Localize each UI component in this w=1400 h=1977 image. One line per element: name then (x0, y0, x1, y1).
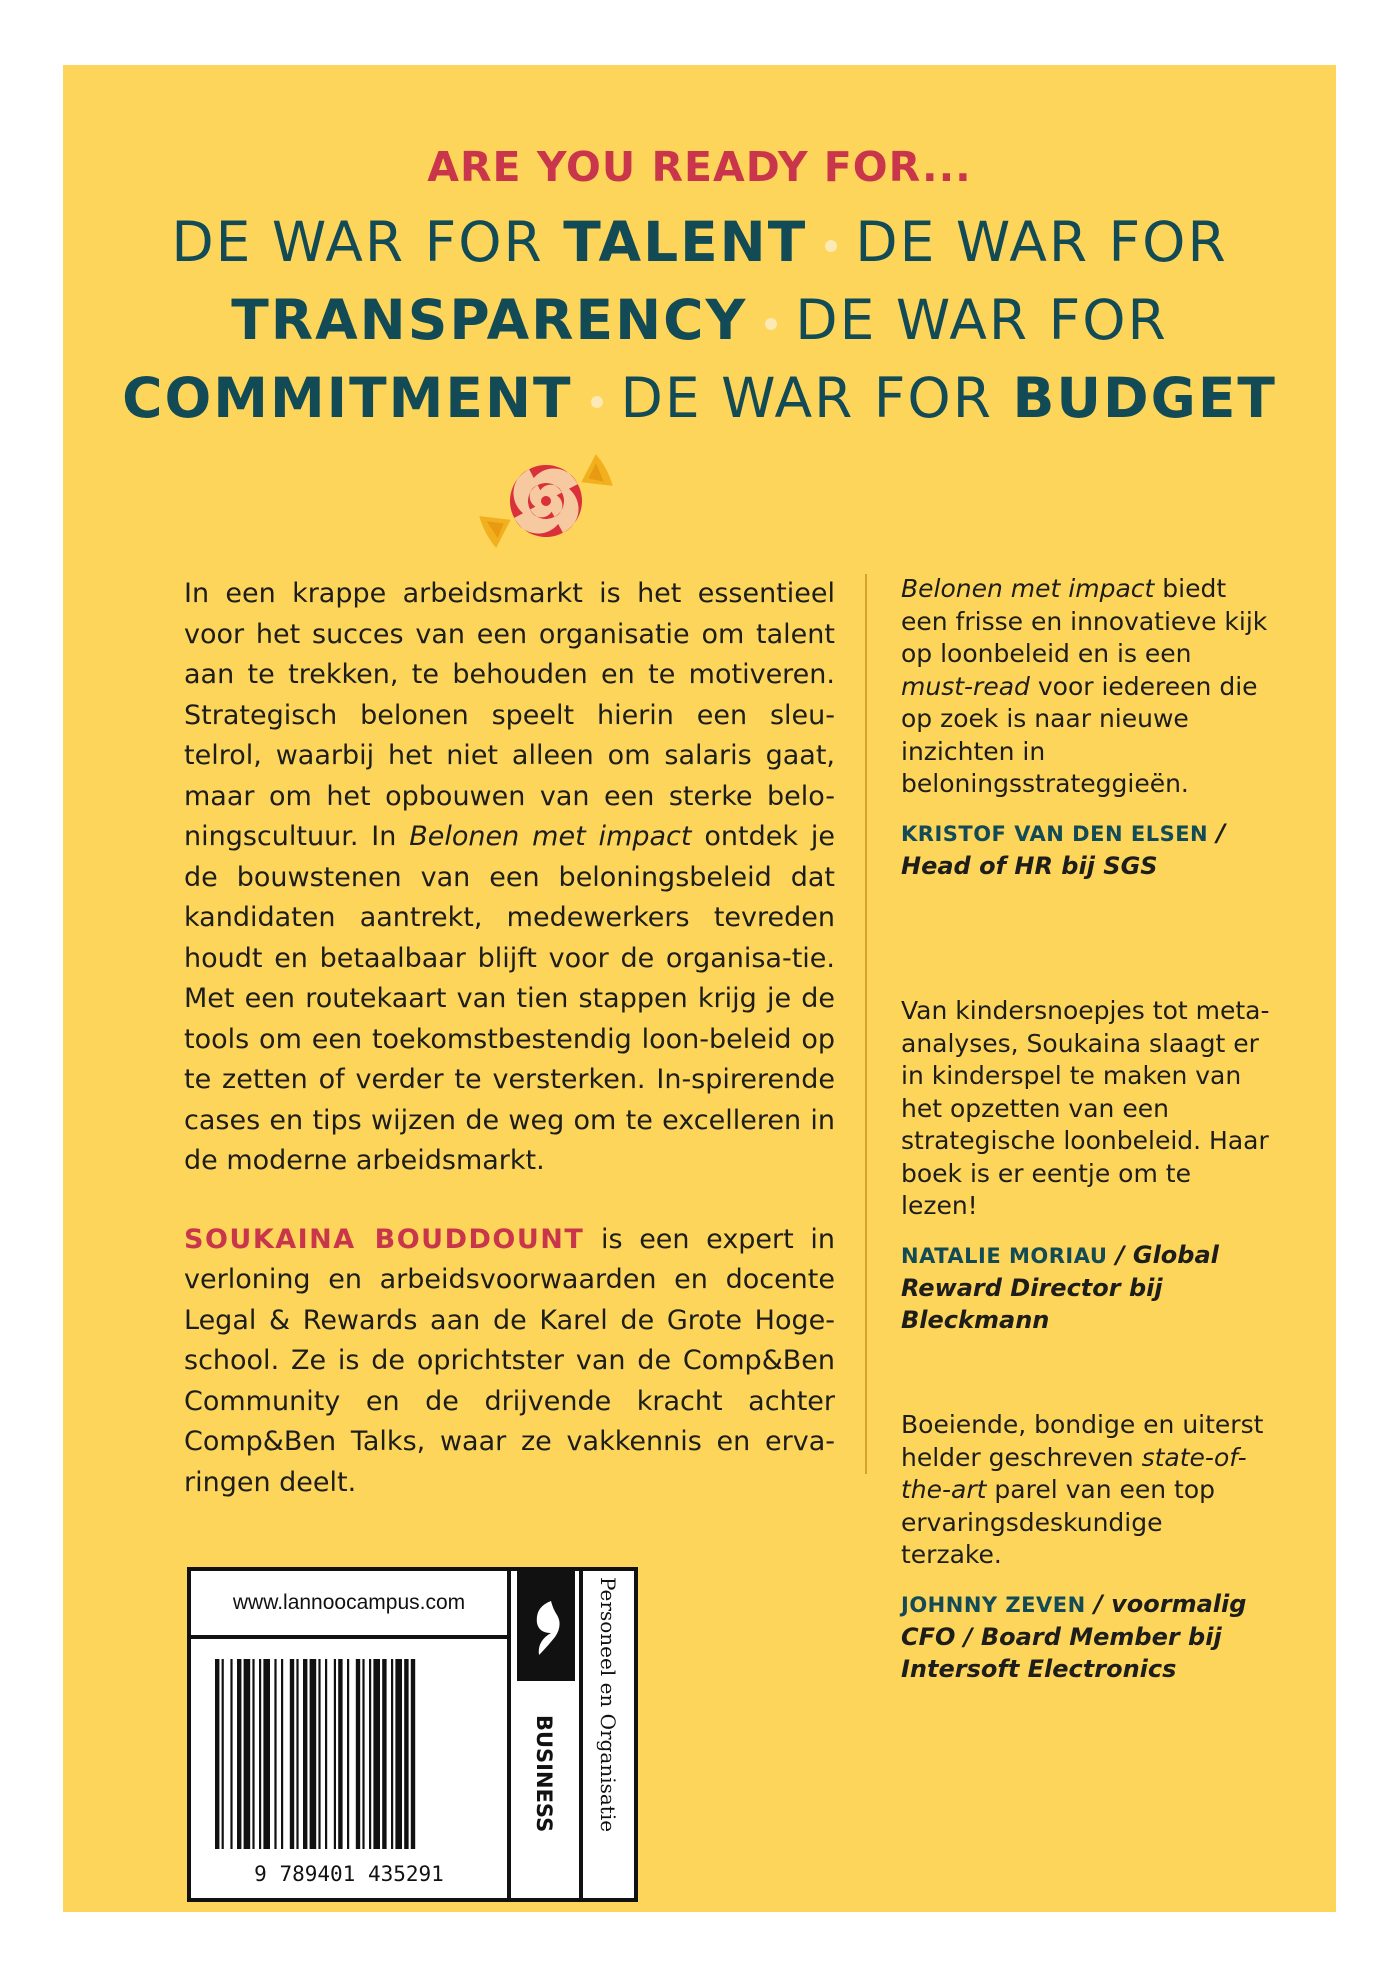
author-name: SOUKAINA BOUDDOUNT (184, 1223, 585, 1255)
barcode-bar (263, 1659, 270, 1849)
category-label (583, 1571, 634, 1898)
candy-icon (476, 431, 616, 571)
headline-line-1: DE WAR FOR TALENT DE WAR FOR (171, 210, 1228, 274)
quote-text: Boeiende, bondige en uiterst helder geschreven state-of-the-art parel van een top ervaringsdeskundige terzake. (901, 1410, 1264, 1569)
barcode-bar (411, 1659, 415, 1849)
barcode-bar (362, 1659, 364, 1849)
bullet-dot (765, 318, 777, 330)
quote-attribution: JOHNNY ZEVEN / voormalig CFO / Board Member bij Intersoft Electronics (901, 1589, 1247, 1683)
barcode-bar (274, 1659, 276, 1849)
barcode-bar (356, 1659, 360, 1849)
isbn-number: 9 789401 435291 (254, 1862, 444, 1886)
testimonial-2 (901, 995, 1271, 1336)
genre-label (521, 1711, 571, 1861)
war-headline (63, 203, 1336, 437)
quote-attribution: KRISTOF VAN DEN ELSEN / Head of HR bij SGS (901, 818, 1226, 880)
column-divider (865, 574, 867, 1474)
barcode-bar (382, 1659, 386, 1849)
barcode-bar (373, 1659, 380, 1849)
publisher-logo-icon (517, 1571, 575, 1681)
headline-line-2: TRANSPARENCY DE WAR FOR (231, 288, 1168, 352)
quote-attribution: NATALIE MORIAU / Global Reward Director bij Bleckmann (901, 1240, 1219, 1334)
quote-author: KRISTOF VAN DEN ELSEN (901, 821, 1209, 846)
panel-divider (191, 1635, 507, 1639)
author-bio: SOUKAINA BOUDDOUNT is een expert in verloning en arbeidsvoorwaarden en docente Legal & Rewards aan de Karel de Grote Hoge-school. Ze is de oprichtster van de Comp&Ben Community en de drijvende kracht achter Comp&Ben Talks, waar ze vakkennis en erva-ringen deelt. (184, 1223, 835, 1498)
quote-text: Van kindersnoepjes tot meta-analyses, Soukaina slaagt er in kinderspel te maken van het opzetten van een strategische loonbeleid. Haar boek is er eentje om te lezen! (901, 996, 1270, 1220)
publisher-url: www.lannoocampus.com (232, 1591, 466, 1614)
barcode-bar (395, 1659, 402, 1849)
testimonial-1 (901, 573, 1271, 882)
bullet-dot (825, 240, 837, 252)
barcode-bar (334, 1659, 336, 1849)
testimonial-3 (901, 1409, 1271, 1685)
barcode-bar (230, 1659, 232, 1849)
barcode-bar (369, 1659, 371, 1849)
barcode-bar (318, 1659, 320, 1849)
barcode-bar (259, 1659, 261, 1849)
quote-author: JOHNNY ZEVEN (901, 1592, 1086, 1617)
headline-line-3: COMMITMENT DE WAR FOR BUDGET (122, 366, 1277, 430)
quote-author: NATALIE MORIAU (901, 1243, 1108, 1268)
book-title: Belonen met impact (409, 821, 692, 852)
barcode-bar (347, 1659, 349, 1849)
barcode-panel (187, 1567, 638, 1902)
barcode-bar (325, 1659, 327, 1849)
barcode-bar (391, 1659, 393, 1849)
isbn-barcode (215, 1659, 487, 1849)
kicker-heading: ARE YOU READY FOR... (427, 143, 972, 191)
book-back-cover (63, 65, 1336, 1912)
category-text: Personeel en Organisatie (596, 1577, 620, 1833)
barcode-bar (296, 1659, 298, 1849)
barcode-bar (244, 1659, 251, 1849)
description-paragraph: In een krappe arbeidsmarkt is het essentieel voor het succes van een organisatie om talent aan te trekken, te behouden en te motiveren. Strategisch belonen speelt hierin een sleu-telrol, waarbij het niet alleen om salaris gaat, maar om het opbouwen van een sterke belo-ningscultuur. In Belonen met impact ontdek je de bouwstenen van een beloningsbeleid dat kandidaten aantrekt, medewerkers tevreden houdt en betaalbaar blijft voor de organisa-tie. Met een routekaart van tien stappen krijg je de tools om een toekomstbestendig loon-beleid op te zetten of verder te versterken. In-spirerende cases en tips wijzen de weg om te excelleren in de moderne arbeidsmarkt. (184, 578, 835, 1176)
barcode-bar (237, 1659, 241, 1849)
barcode-bar (303, 1659, 307, 1849)
barcode-bar (215, 1659, 219, 1849)
genre-text: BUSINESS (532, 1715, 556, 1833)
barcode-bar (404, 1659, 408, 1849)
quote-text: Belonen met impact biedt een frisse en innovatieve kijk op loonbeleid en is een must-read voor iedereen die op zoek is naar nieuwe inzichten in beloningsstrateggieën. (901, 574, 1268, 798)
barcode-bar (290, 1659, 294, 1849)
barcode-bar (338, 1659, 342, 1849)
barcode-bar (252, 1659, 254, 1849)
barcode-bar (310, 1659, 317, 1849)
bullet-dot (591, 396, 603, 408)
description-column (184, 574, 835, 1541)
barcode-bar (222, 1659, 224, 1849)
barcode-bar (281, 1659, 283, 1849)
